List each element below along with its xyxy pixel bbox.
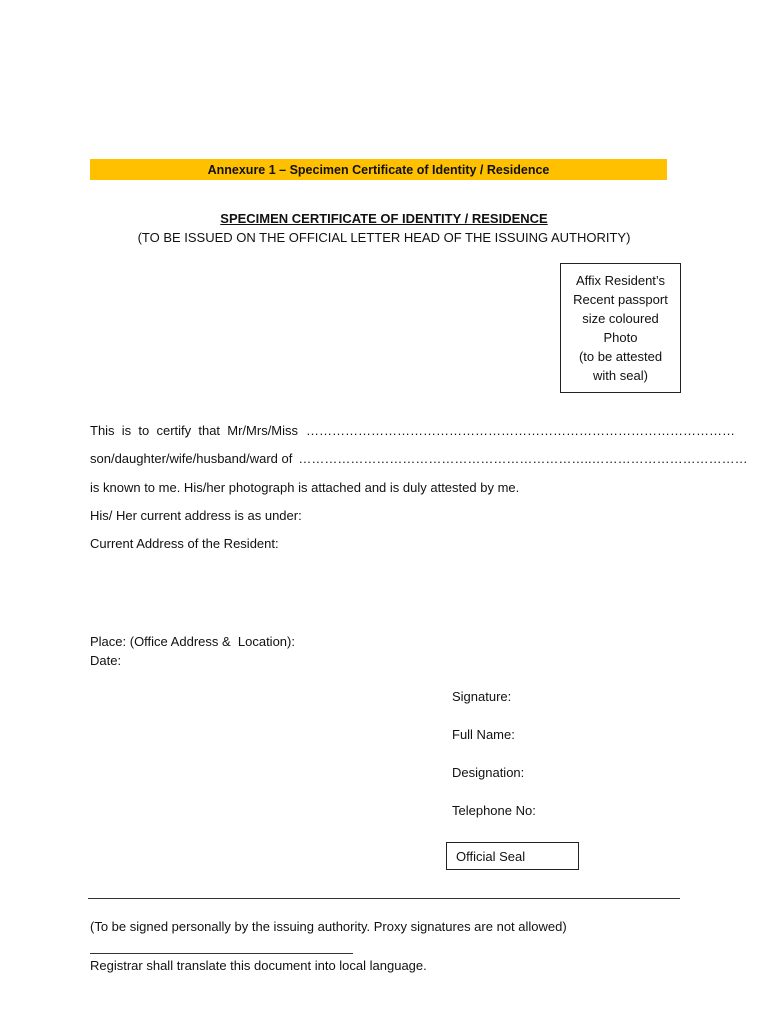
photo-box-line: Photo — [603, 330, 638, 345]
certificate-title: SPECIMEN CERTIFICATE OF IDENTITY / RESIDENCE — [220, 211, 548, 226]
full-name-label: Full Name: — [452, 727, 515, 742]
signing-note: (To be signed personally by the issuing authority. Proxy signatures are not allowed) — [90, 919, 567, 934]
certify-line — [90, 423, 736, 438]
annexure-banner — [90, 159, 667, 180]
official-seal-box — [446, 842, 579, 870]
photo-box-line: (to be attested — [578, 349, 663, 364]
date-label: Date: — [90, 653, 122, 668]
footnote-divider — [90, 953, 353, 954]
photo-box-line: size coloured — [582, 311, 659, 326]
translation-note: Registrar shall translate this document into local language. — [90, 958, 427, 973]
designation-label: Designation: — [452, 765, 525, 780]
relation-line — [90, 451, 748, 466]
relation-text: son/daughter/wife/husband/ward of — [90, 451, 293, 466]
annexure-banner-text: Annexure 1 – Specimen Certificate of Identity / Residence — [207, 162, 550, 177]
known-statement: is known to me. His/her photograph is attached and is duly attested by me. — [90, 480, 520, 495]
certificate-subtitle: (TO BE ISSUED ON THE OFFICIAL LETTER HEAD OF THE ISSUING AUTHORITY) — [137, 230, 631, 245]
relation-blank: …………………………………………………………..……………………………… — [298, 451, 748, 466]
name-blank: ……………………………………………………………………………………… — [306, 423, 736, 438]
photo-box-line: Affix Resident’s — [575, 273, 666, 288]
telephone-label: Telephone No: — [452, 803, 536, 818]
photo-box-line: with seal) — [593, 368, 648, 383]
photo-placeholder-box — [560, 263, 681, 393]
official-seal-label: Official Seal — [456, 848, 526, 864]
photo-box-line: Recent passport — [573, 292, 668, 307]
place-label: Place: (Office Address & Location): — [90, 634, 295, 649]
certify-text: This is to certify that Mr/Mrs/Miss — [90, 423, 299, 438]
current-address-label: Current Address of the Resident: — [90, 536, 279, 551]
horizontal-divider — [88, 898, 680, 899]
address-intro: His/ Her current address is as under: — [90, 508, 302, 523]
signature-label: Signature: — [452, 689, 512, 704]
